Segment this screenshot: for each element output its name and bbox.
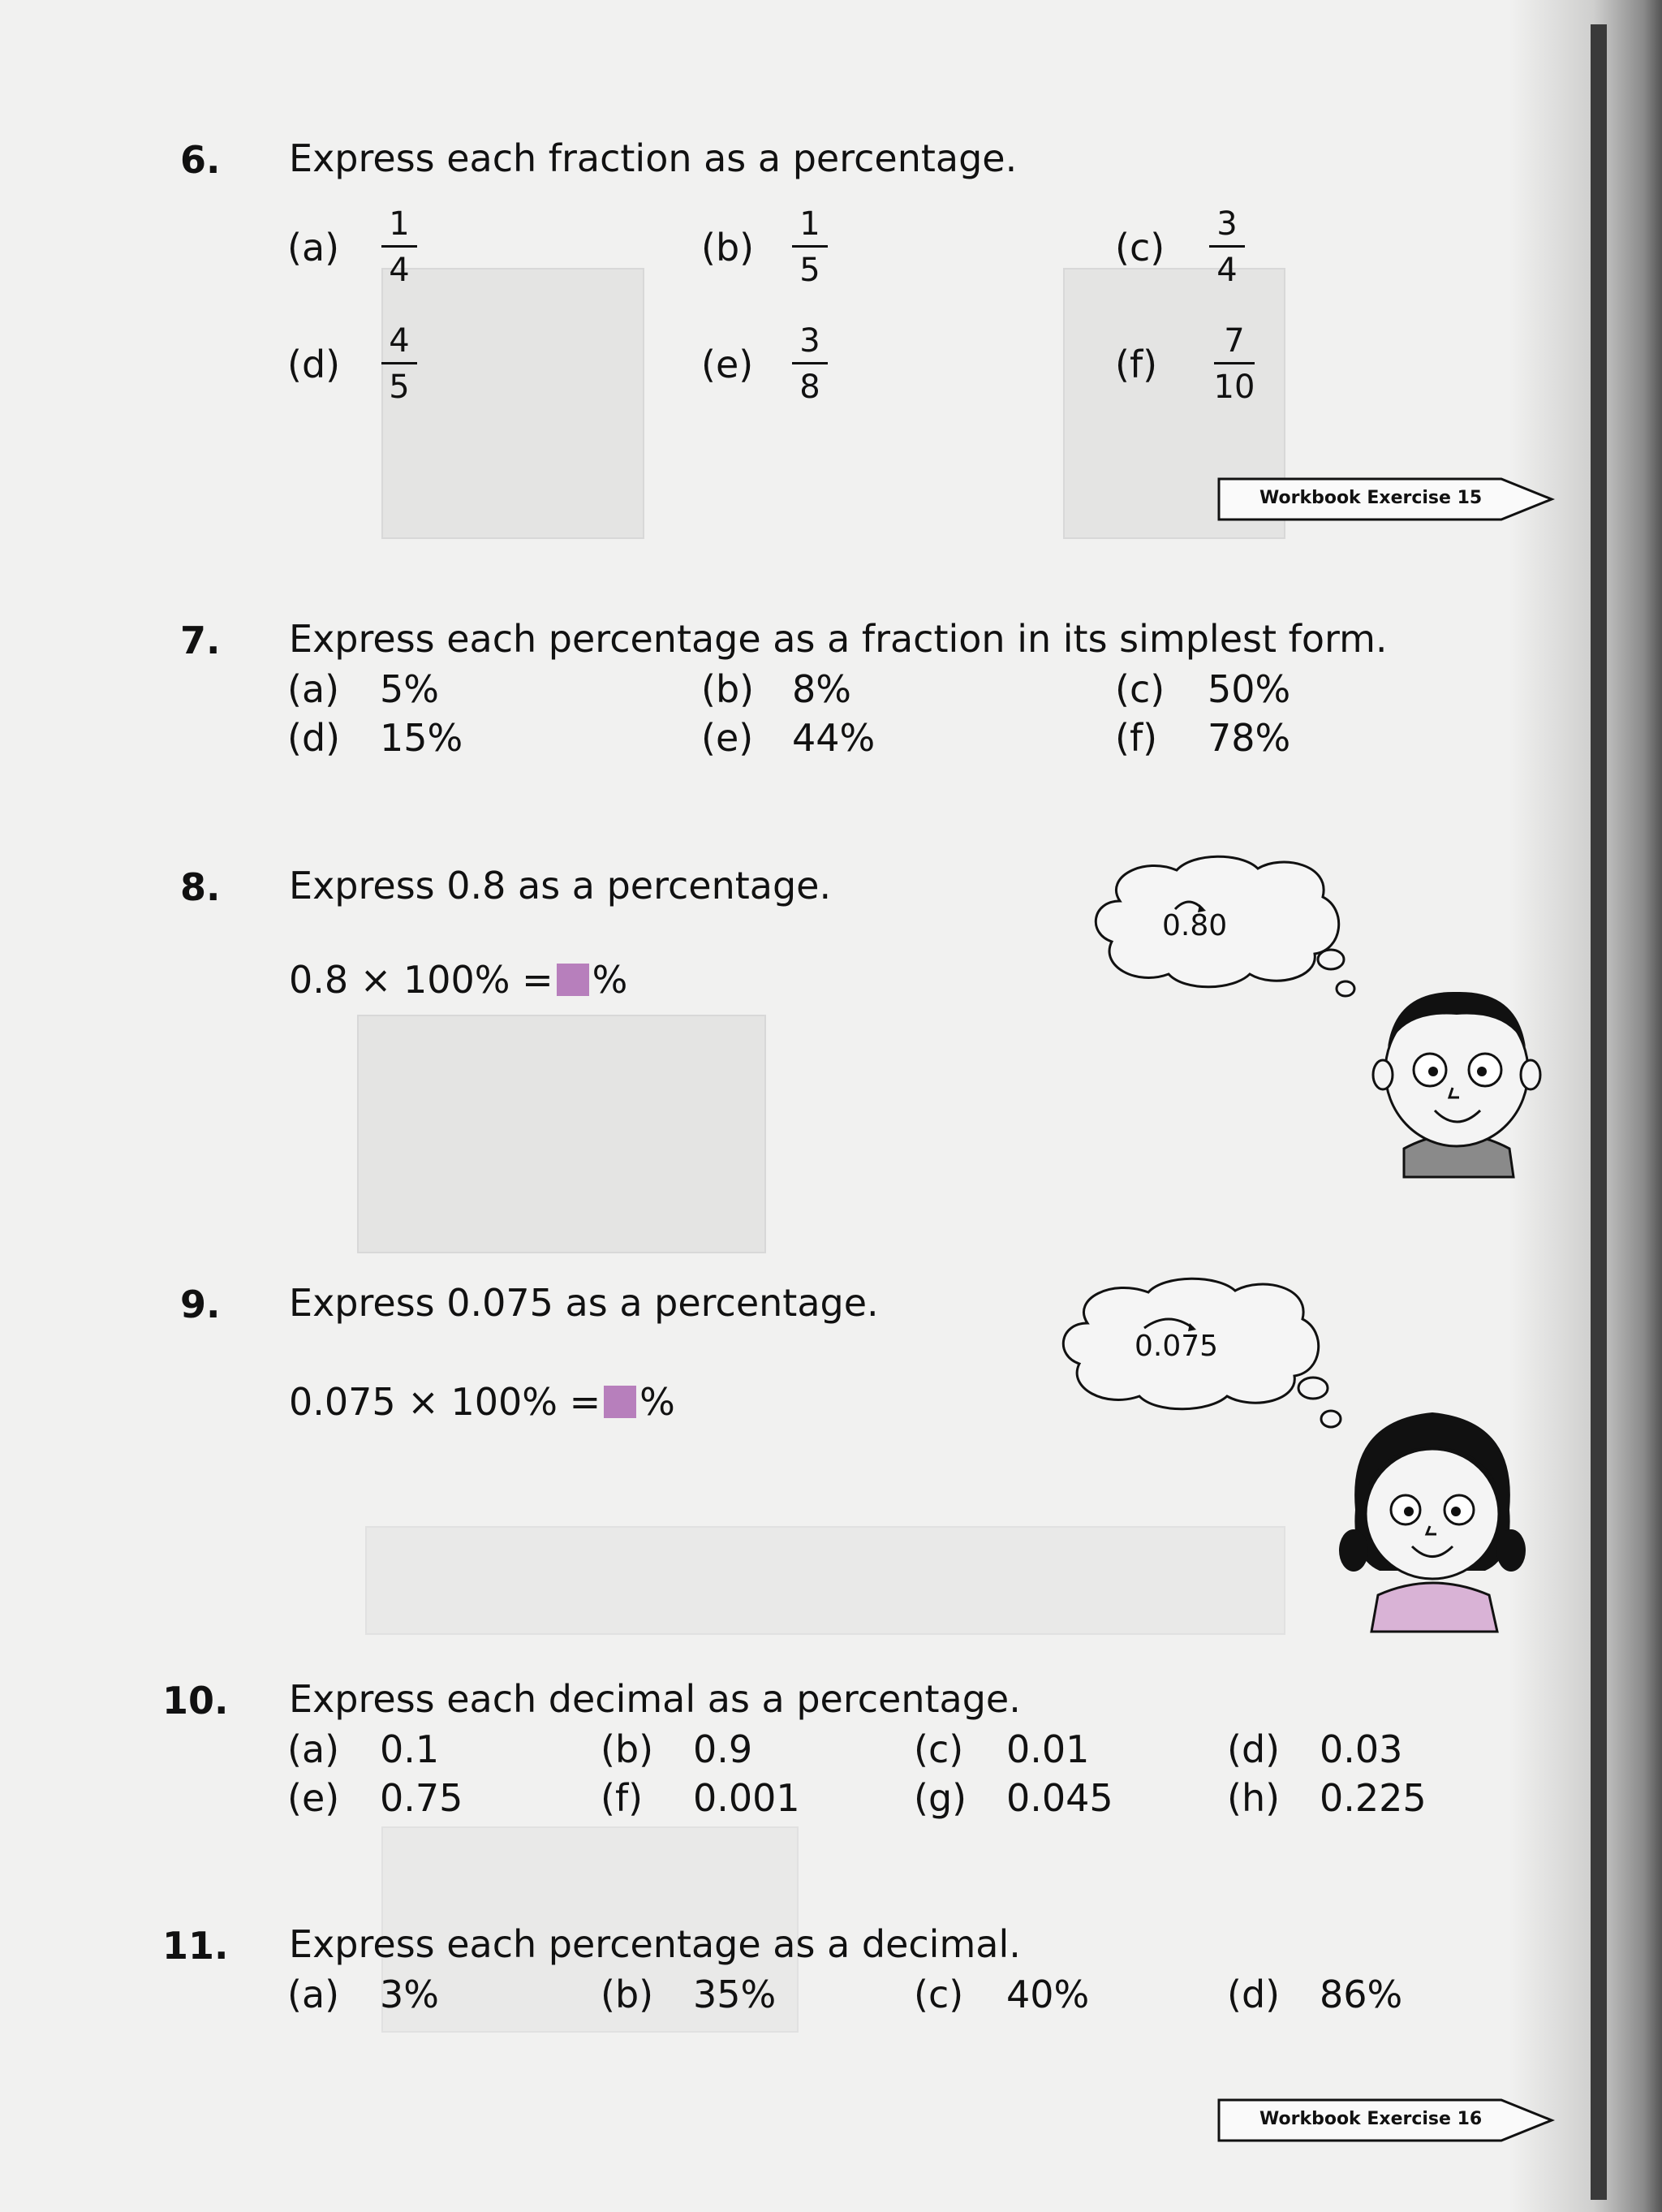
equation-left: 0.8 × 100% = <box>289 958 553 1002</box>
equation-left: 0.075 × 100% = <box>289 1380 601 1424</box>
fraction-denominator: 8 <box>799 369 820 406</box>
girl-face-icon <box>1339 1396 1526 1640</box>
item-value: 5% <box>380 667 439 711</box>
item-value: 50% <box>1208 667 1291 711</box>
answer-placeholder-square <box>557 964 589 996</box>
workbook-exercise-label: Workbook Exercise 15 <box>1259 488 1483 508</box>
fraction-denominator: 5 <box>389 369 410 406</box>
item-value: 0.225 <box>1320 1776 1427 1820</box>
item-label: (d) <box>287 716 341 760</box>
girl-illustration <box>1339 1396 1526 1643</box>
equation-right: % <box>592 958 628 1002</box>
item-value: 0.03 <box>1320 1727 1403 1771</box>
item-label: (d) <box>287 343 341 386</box>
item-value: 0.01 <box>1006 1727 1090 1771</box>
bubble-text: 0.075 <box>1135 1330 1219 1363</box>
item-value: 40% <box>1006 1973 1090 2016</box>
question-prompt: Express each percentage as a fraction in its simplest form. <box>289 617 1388 661</box>
item-label: (a) <box>287 1973 340 2016</box>
fraction-numerator: 3 <box>799 322 820 360</box>
thought-bubble <box>1055 1274 1347 1448</box>
question-number: 9. <box>180 1283 221 1326</box>
fraction-denominator: 4 <box>389 252 410 289</box>
bubble-text: 0.80 <box>1162 909 1228 942</box>
item-label: (a) <box>287 226 340 269</box>
item-value: 3% <box>380 1973 439 2016</box>
item-value: 0.9 <box>693 1727 753 1771</box>
question-number: 10. <box>162 1679 229 1723</box>
fraction <box>1209 322 1259 406</box>
equation <box>289 958 627 1002</box>
equation <box>289 1380 675 1424</box>
fraction-numerator: 7 <box>1224 322 1245 360</box>
item-label: (f) <box>1115 343 1158 386</box>
item-value: 0.1 <box>380 1727 440 1771</box>
item-label: (d) <box>1227 1727 1281 1771</box>
item-label: (b) <box>701 226 755 269</box>
question-prompt: Express each decimal as a percentage. <box>289 1677 1021 1721</box>
item-label: (f) <box>601 1776 644 1820</box>
showthrough-strip <box>365 1526 1285 1635</box>
boy-illustration <box>1371 974 1542 1197</box>
item-label: (a) <box>287 1727 340 1771</box>
question-number: 7. <box>180 619 221 662</box>
answer-placeholder-square <box>604 1386 636 1418</box>
item-label: (a) <box>287 667 340 711</box>
item-label: (e) <box>701 716 754 760</box>
question-number: 11. <box>162 1924 229 1968</box>
fraction-numerator: 4 <box>389 322 410 360</box>
item-value: 86% <box>1320 1973 1403 2016</box>
fraction <box>787 205 833 289</box>
book-spine <box>1591 24 1607 2200</box>
question-prompt: Express 0.075 as a percentage. <box>289 1281 879 1325</box>
item-label: (f) <box>1115 716 1158 760</box>
item-label: (e) <box>287 1776 340 1820</box>
item-value: 44% <box>792 716 876 760</box>
item-value: 0.75 <box>380 1776 463 1820</box>
item-label: (b) <box>601 1727 654 1771</box>
thought-bubble <box>1087 852 1363 1018</box>
item-label: (c) <box>914 1973 964 2016</box>
item-label: (h) <box>1227 1776 1281 1820</box>
question-prompt: Express 0.8 as a percentage. <box>289 864 832 908</box>
item-value: 78% <box>1208 716 1291 760</box>
item-label: (b) <box>701 667 755 711</box>
item-label: (g) <box>914 1776 967 1820</box>
item-value: 35% <box>693 1973 777 2016</box>
showthrough-box <box>357 1015 766 1253</box>
question-prompt: Express each fraction as a percentage. <box>289 136 1018 180</box>
equation-right: % <box>639 1380 675 1424</box>
item-value: 0.045 <box>1006 1776 1113 1820</box>
workbook-exercise-label: Workbook Exercise 16 <box>1259 2109 1483 2129</box>
fraction-numerator: 3 <box>1216 205 1238 243</box>
fraction <box>377 322 422 406</box>
fraction-denominator: 4 <box>1216 252 1238 289</box>
item-label: (d) <box>1227 1973 1281 2016</box>
fraction-denominator: 5 <box>799 252 820 289</box>
item-label: (c) <box>914 1727 964 1771</box>
question-prompt: Express each percentage as a decimal. <box>289 1922 1021 1966</box>
boy-face-icon <box>1371 974 1542 1193</box>
item-label: (c) <box>1115 667 1165 711</box>
item-label: (b) <box>601 1973 654 2016</box>
fraction-numerator: 1 <box>799 205 820 243</box>
showthrough-grid <box>381 268 644 539</box>
workbook-exercise-tag <box>1217 2098 1558 2142</box>
item-label: (c) <box>1115 226 1165 269</box>
fraction-numerator: 1 <box>389 205 410 243</box>
question-number: 8. <box>180 865 221 909</box>
fraction <box>377 205 422 289</box>
question-number: 6. <box>180 138 221 182</box>
item-value: 15% <box>380 716 463 760</box>
item-value: 8% <box>792 667 851 711</box>
fraction <box>787 322 833 406</box>
fraction <box>1204 205 1250 289</box>
fraction-denominator: 10 <box>1213 369 1255 406</box>
workbook-exercise-tag <box>1217 477 1558 521</box>
item-label: (e) <box>701 343 754 386</box>
item-value: 0.001 <box>693 1776 800 1820</box>
